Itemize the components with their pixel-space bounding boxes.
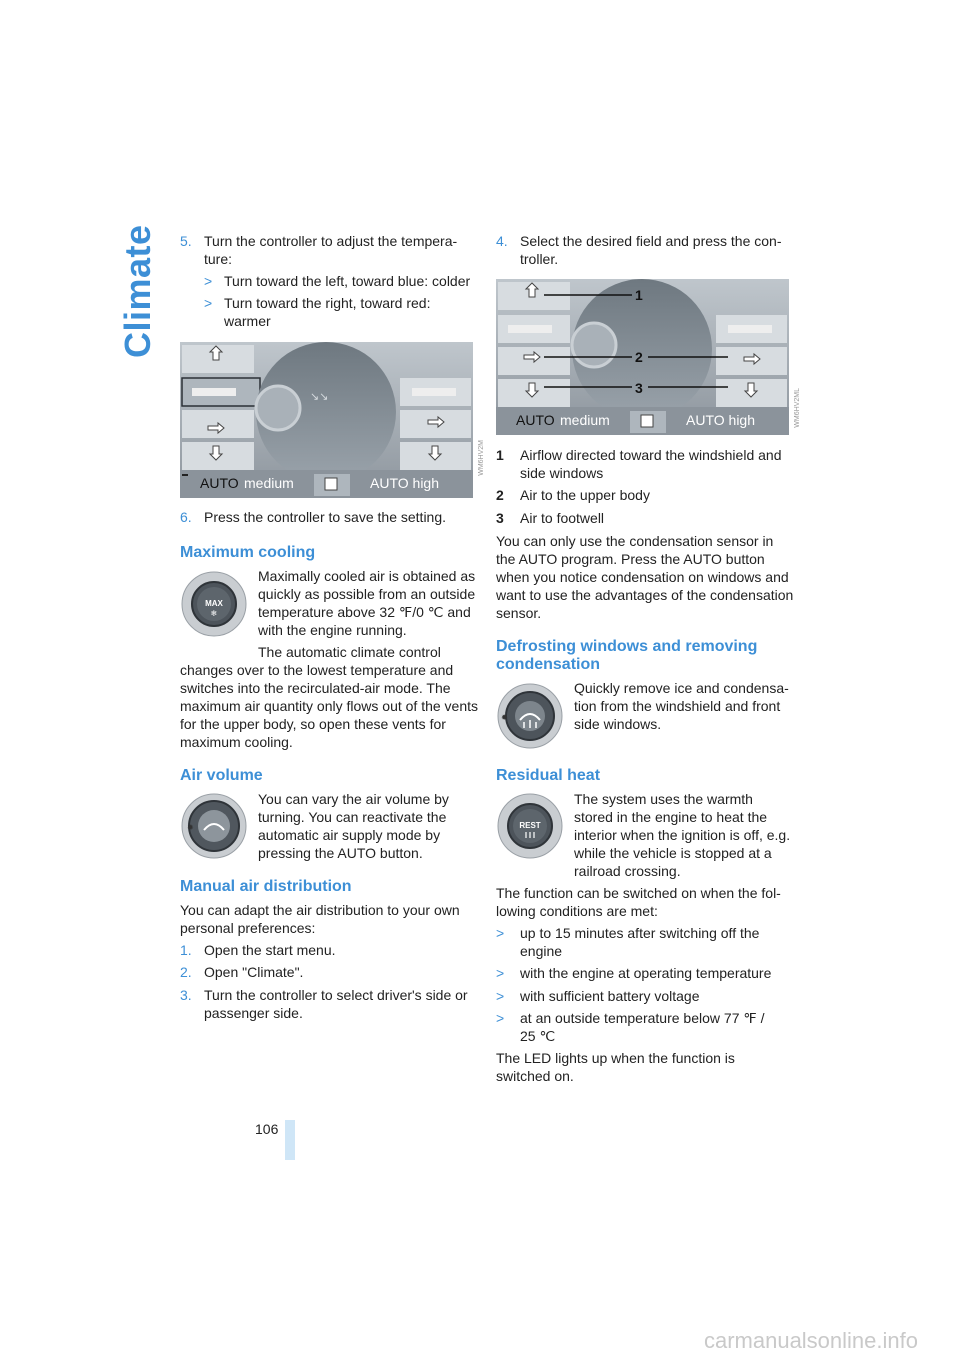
text-line: tion from the windshield and front [574,698,781,714]
step-number: 4. [496,233,508,249]
legend-text: Air to footwell [520,510,605,526]
text-line: temperature above 32 ℉/0 ℃ and [258,604,471,620]
text-line: changes over to the lowest temperature and [180,662,454,678]
bullet-marker: > [496,988,505,1004]
text-line: pressing the AUTO button. [258,845,423,861]
text-line: while the vehicle is stopped at a [574,845,772,861]
text-line: The function can be switched on when the fol- [496,885,781,901]
heading-residual-heat: Residual heat [496,767,601,784]
heading-defrosting: Defrosting windows and removing [496,638,758,655]
bullet-warmer: Turn toward the right, toward red: [224,295,431,311]
svg-text:REST: REST [519,821,541,830]
text-line: personal preferences: [180,920,316,936]
step-5-text-2: ture: [204,251,233,267]
bullet-text-2: 25 ℃ [520,1028,556,1044]
air-volume-knob-image [180,792,248,860]
rest-button-icon [496,792,564,860]
heading-defrosting-2: condensation [496,656,601,673]
text-line: with the engine running. [258,622,407,638]
step-text: Open the start menu. [204,942,336,958]
defrost-button-icon [496,682,564,750]
display-auto-label: AUTO [200,475,239,491]
text-line: lowing conditions are met: [496,903,658,919]
bullet-text-2: engine [520,943,563,959]
step-5: 5. [180,233,192,249]
text-line: want to use the advantages of the condensation [496,587,794,603]
legend-number: 2 [496,487,504,503]
bullet-colder: Turn toward the left, toward blue: colder [224,273,471,289]
chapter-title-text: Climate [117,224,158,358]
text-line: for the upper body, so open these vents for [180,716,446,732]
step-4-text-2: troller. [520,251,559,267]
text-line: interior when the ignition is off, e.g. [574,827,791,843]
bullet-marker: > [496,925,505,941]
climate-display-callouts-image [496,279,789,435]
text-line: side windows. [574,716,662,732]
page-marker-bar [285,1120,295,1160]
bullet-warmer-2: warmer [224,313,271,329]
callout-3: 3 [635,380,643,396]
svg-text:✹: ✹ [501,713,508,722]
image-code: WM6HV2ML [794,388,801,428]
climate-display-image [180,342,473,498]
text-line: Quickly remove ice and condensa- [574,680,789,696]
legend-text: Airflow directed toward the windshield and [520,447,782,463]
bullet-text: up to 15 minutes after switching off the [520,925,760,941]
bullet-marker: > [204,295,213,311]
step-text-2: passenger side. [204,1005,303,1021]
legend-number: 3 [496,510,504,526]
step-6: 6. [180,509,192,525]
step-4-text: Select the desired field and press the con- [520,233,782,249]
svg-text:MAX: MAX [205,599,223,608]
text-line: stored in the engine to heat the [574,809,768,825]
text-line: You can adapt the air distribution to your own [180,902,460,918]
step-text: Open "Climate". [204,964,304,980]
step-number: 3. [180,987,192,1003]
text-line: maximum air quantity only flows out of the vents [180,698,479,714]
image-code: WM6HV2M [478,440,485,476]
text-line: sensor. [496,605,542,621]
heading-manual-air-distribution: Manual air distribution [180,878,352,895]
text-line: railroad crossing. [574,863,681,879]
text-line: the AUTO program. Press the AUTO button [496,551,765,567]
step-number: 1. [180,942,192,958]
defrost-button-image [496,682,564,750]
text-line: You can vary the air volume by [258,791,449,807]
legend-text-2: side windows [520,465,604,481]
watermark: carmanualsonline.info [703,1328,918,1353]
bullet-marker: > [204,273,213,289]
text-line: The automatic climate control [258,644,441,660]
page-number: 106 [255,1121,279,1137]
svg-text:✹: ✹ [187,823,194,832]
text-line: turning. You can reactivate the [258,809,447,825]
callout-2: 2 [635,349,643,365]
bullet-marker: > [496,1010,505,1026]
text-line: switches into the recirculated-air mode. The [180,680,451,696]
text-line: when you notice condensation on windows and [496,569,789,585]
step-5-text: Turn the controller to adjust the tempera- [204,233,458,249]
callout-1: 1 [635,287,643,303]
legend-text: Air to the upper body [520,487,650,503]
max-button-image [180,570,248,638]
footer [0,1320,960,1358]
display-auto-label: AUTO [516,412,555,428]
step-number: 2. [180,964,192,980]
svg-text:❄: ❄ [210,609,218,618]
text-line: quickly as possible from an outside [258,586,476,602]
max-button-icon [180,570,248,638]
text-line: Maximally cooled air is obtained as [258,568,476,584]
bullet-marker: > [496,965,505,981]
bullet-text: at an outside temperature below 77 ℉ / [520,1010,765,1026]
bullet-text: with sufficient battery voltage [520,988,700,1004]
text-line: The LED lights up when the function is [496,1050,735,1066]
step-6-text: Press the controller to save the setting. [204,509,447,525]
fan-knob-icon [180,792,248,860]
text-line: switched on. [496,1068,574,1084]
svg-text:↘↘: ↘↘ [310,391,329,403]
text-line: automatic air supply mode by [258,827,441,843]
display-auto-high-label: AUTO high [370,475,439,491]
bullet-text: with the engine at operating temperature [520,965,772,981]
legend-number: 1 [496,447,504,463]
display-auto-high-label: AUTO high [686,412,755,428]
text-line: You can only use the condensation sensor in [496,533,774,549]
chapter-title [117,224,158,358]
text-line: maximum cooling. [180,734,293,750]
heading-maximum-cooling: Maximum cooling [180,544,316,561]
heading-air-volume: Air volume [180,767,263,784]
text-line: The system uses the warmth [574,791,753,807]
rest-button-image [496,792,564,860]
display-medium-label: medium [244,475,294,491]
display-medium-label: medium [560,412,610,428]
step-text: Turn the controller to select driver's side or [204,987,468,1003]
